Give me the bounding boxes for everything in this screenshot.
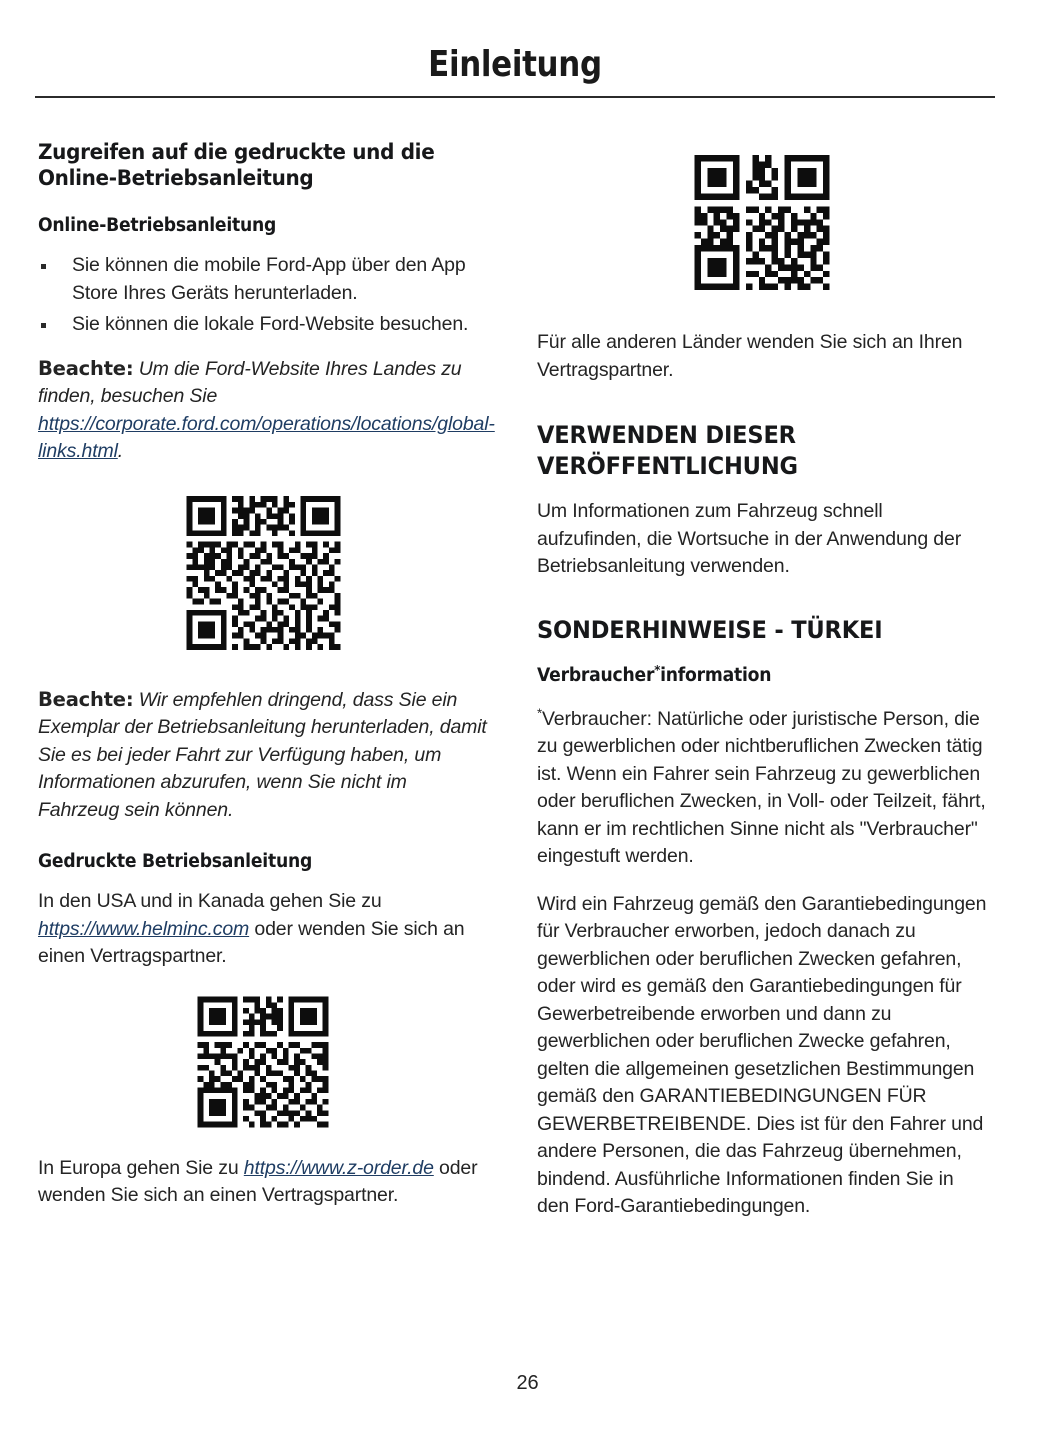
page-header (35, 44, 995, 85)
subheading-online-manual: Online-Betriebsanleitung (38, 215, 277, 236)
link-helminc[interactable]: https://www.helminc.com (38, 917, 250, 940)
note-download-recommendation (38, 686, 488, 825)
header-divider (35, 96, 995, 98)
paragraph-warranty-conditions: Wird ein Fahrzeug gemäß den Garantiebedingungen für Verbraucher erworben, jedoch danach zu gewerblichen oder beruflichen Zwecken gefahren, oder wird es gemäß den Garantiebedingungen für Gewerbetreibende erworben und dann zu gewerblichen oder beruflichen Zwecke gefahren, gelten die allgemeinen gesetzlichen Bestimmungen gemäß den GARANTIEBEDINGUNGEN FÜR GEWERBETREIBENDE. Dies ist für den Fahrer und andere Personen, die das Fahrzeug übernehmen, bindend. Ausführliche Informationen finden Sie in den Ford-Garantiebedingungen. (537, 892, 987, 1217)
paragraph-text-before: In Europa gehen Sie zu (38, 1156, 244, 1179)
paragraph-europe (38, 1155, 488, 1210)
page-number: 26 (516, 1372, 539, 1394)
footnote-marker: * (537, 705, 543, 720)
qr-code-ford-global-links (181, 488, 346, 658)
paragraph-text-after: oder wenden Sie sich an einen Vertragspartner. (38, 917, 465, 967)
paragraph-using-publication: Um Informationen zum Fahrzeug schnell aufzufinden, die Wortsuche in der Anwendung der Betriebsanleitung verwenden. (537, 500, 962, 577)
subheading-text-after: information (660, 664, 772, 686)
qr-code-container-global-links (38, 488, 488, 658)
heading-access-manuals: Zugreifen auf die gedruckte und die Online-Betriebsanleitung (38, 140, 435, 191)
heading-special-notes-turkey: SONDERHINWEISE - TÜRKEI (537, 615, 883, 644)
footnote-marker: * (654, 661, 661, 677)
note-text-end: . (117, 440, 124, 462)
paragraph-consumer-footnote (537, 706, 987, 871)
note-label: Beachte: (38, 687, 134, 711)
list-item: Sie können die lokale Ford-Website besuchen. (38, 311, 488, 339)
note-label: Beachte: (38, 356, 134, 380)
right-column (537, 140, 987, 1241)
qr-code-ford-app (688, 144, 836, 301)
list-item: Sie können die mobile Ford-App über den App Store Ihres Geräts herunterladen. (38, 252, 488, 307)
page-title: Einleitung (428, 44, 602, 85)
link-z-order[interactable]: https://www.z-order.de (243, 1156, 434, 1179)
qr-code-container-ford-app (537, 144, 987, 301)
subheading-printed-manual: Gedruckte Betriebsanleitung (38, 851, 313, 872)
left-column (38, 140, 495, 1230)
heading-using-publication: VERWENDEN DIESER VERÖFFENTLICHUNG (537, 421, 798, 480)
note-find-local-website (38, 355, 495, 466)
online-manual-bullet-list (38, 252, 488, 339)
note-text: Wir empfehlen dringend, dass Sie ein Exemplar der Betriebsanleitung herunterladen, damit Sie es bei jeder Fahrt zur Verfügung haben, um Informationen abzurufen, wenn Sie nicht im Fahrzeug sein können. (38, 688, 487, 821)
qr-code-container-helminc (38, 991, 488, 1133)
paragraph-usa-canada (38, 888, 488, 971)
paragraph-other-countries: Für alle anderen Länder wenden Sie sich an Ihren Vertragspartner. (537, 331, 963, 381)
footnote-text: Verbraucher: Natürliche oder juristische Person, die zu gewerblichen oder nichtberuflichen Zwecken tätig ist. Wenn ein Fahrer sein Fahrzeug zu gewerblichen oder beruflichen Zwecken, in Voll- oder Teilzeit, fährt, kann er im rechtlichen Sinne nicht als "Verbraucher" eingestuft werden. (537, 707, 986, 867)
subheading-text-before: Verbraucher (537, 664, 655, 686)
subheading-consumer-information (537, 661, 987, 688)
paragraph-text-after: oder wenden Sie sich an einen Vertragspartner. (38, 1156, 478, 1206)
qr-code-helminc (184, 991, 342, 1133)
paragraph-text-before: In den USA und in Kanada gehen Sie zu (38, 890, 382, 912)
link-ford-global-links[interactable]: https://corporate.ford.com/operations/locations/global-links.html (38, 412, 495, 462)
note-text: Um die Ford-Website Ihres Landes zu finden, besuchen Sie (38, 357, 462, 407)
